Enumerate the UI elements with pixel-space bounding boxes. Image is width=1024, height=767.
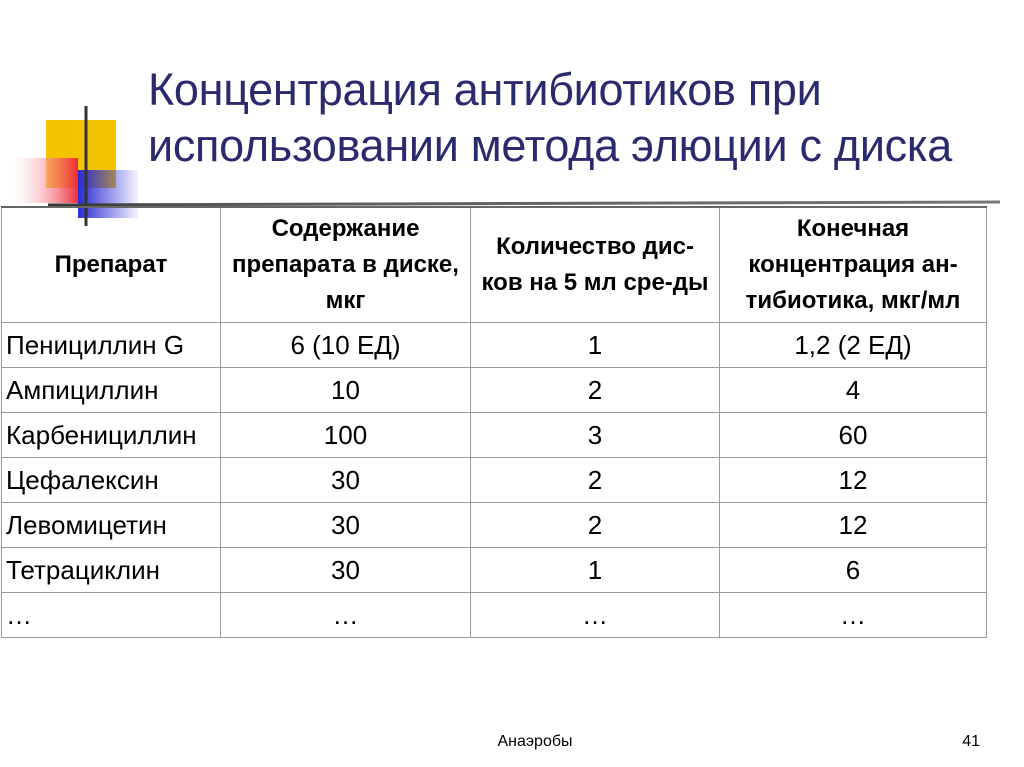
table-row bbox=[2, 413, 987, 458]
cell-drug: Пенициллин G bbox=[2, 323, 221, 368]
cell-concentration: 12 bbox=[720, 458, 987, 503]
cell-concentration: 60 bbox=[720, 413, 987, 458]
table-row bbox=[2, 548, 987, 593]
table-row bbox=[2, 458, 987, 503]
table-row bbox=[2, 503, 987, 548]
cell-drug: Левомицетин bbox=[2, 503, 221, 548]
table-row bbox=[2, 323, 987, 368]
cell-disks: 1 bbox=[471, 323, 720, 368]
column-header-disks: Количество дис-ков на 5 мл сре-ды bbox=[471, 207, 720, 323]
cell-concentration: 6 bbox=[720, 548, 987, 593]
cell-concentration: … bbox=[720, 593, 987, 638]
title-line-1: Концентрация антибиотиков при bbox=[148, 64, 822, 115]
cell-concentration: 4 bbox=[720, 368, 987, 413]
cell-drug: Ампициллин bbox=[2, 368, 221, 413]
slide-title bbox=[148, 62, 1008, 174]
table-header-row bbox=[2, 207, 987, 323]
red-square bbox=[12, 158, 78, 203]
cell-content: 6 (10 ЕД) bbox=[221, 323, 471, 368]
column-header-content: Содержание препарата в диске, мкг bbox=[221, 207, 471, 323]
cell-disks: 3 bbox=[471, 413, 720, 458]
cell-disks: 1 bbox=[471, 548, 720, 593]
cell-content: 30 bbox=[221, 503, 471, 548]
table-row bbox=[2, 593, 987, 638]
cell-drug: Карбенициллин bbox=[2, 413, 221, 458]
cell-concentration: 1,2 (2 ЕД) bbox=[720, 323, 987, 368]
title-line-2: использовании метода элюции с диска bbox=[148, 120, 952, 171]
horizontal-rule bbox=[48, 202, 1000, 205]
column-header-drug: Препарат bbox=[2, 207, 221, 323]
cell-content: 10 bbox=[221, 368, 471, 413]
antibiotic-concentration-table bbox=[1, 206, 987, 638]
cell-concentration: 12 bbox=[720, 503, 987, 548]
cell-drug: … bbox=[2, 593, 221, 638]
cell-disks: 2 bbox=[471, 458, 720, 503]
cell-disks: 2 bbox=[471, 368, 720, 413]
cell-content: 100 bbox=[221, 413, 471, 458]
cell-content: … bbox=[221, 593, 471, 638]
column-header-concentration: Конечная концентрация ан-тибиотика, мкг/мл bbox=[720, 207, 987, 323]
cell-disks: 2 bbox=[471, 503, 720, 548]
cell-drug: Цефалексин bbox=[2, 458, 221, 503]
cell-drug: Тетрациклин bbox=[2, 548, 221, 593]
page-number: 41 bbox=[962, 733, 980, 750]
slide-footer: Анаэробы bbox=[497, 733, 573, 750]
cell-content: 30 bbox=[221, 458, 471, 503]
cell-disks: … bbox=[471, 593, 720, 638]
table-row bbox=[2, 368, 987, 413]
yellow-square bbox=[46, 120, 116, 188]
cell-content: 30 bbox=[221, 548, 471, 593]
